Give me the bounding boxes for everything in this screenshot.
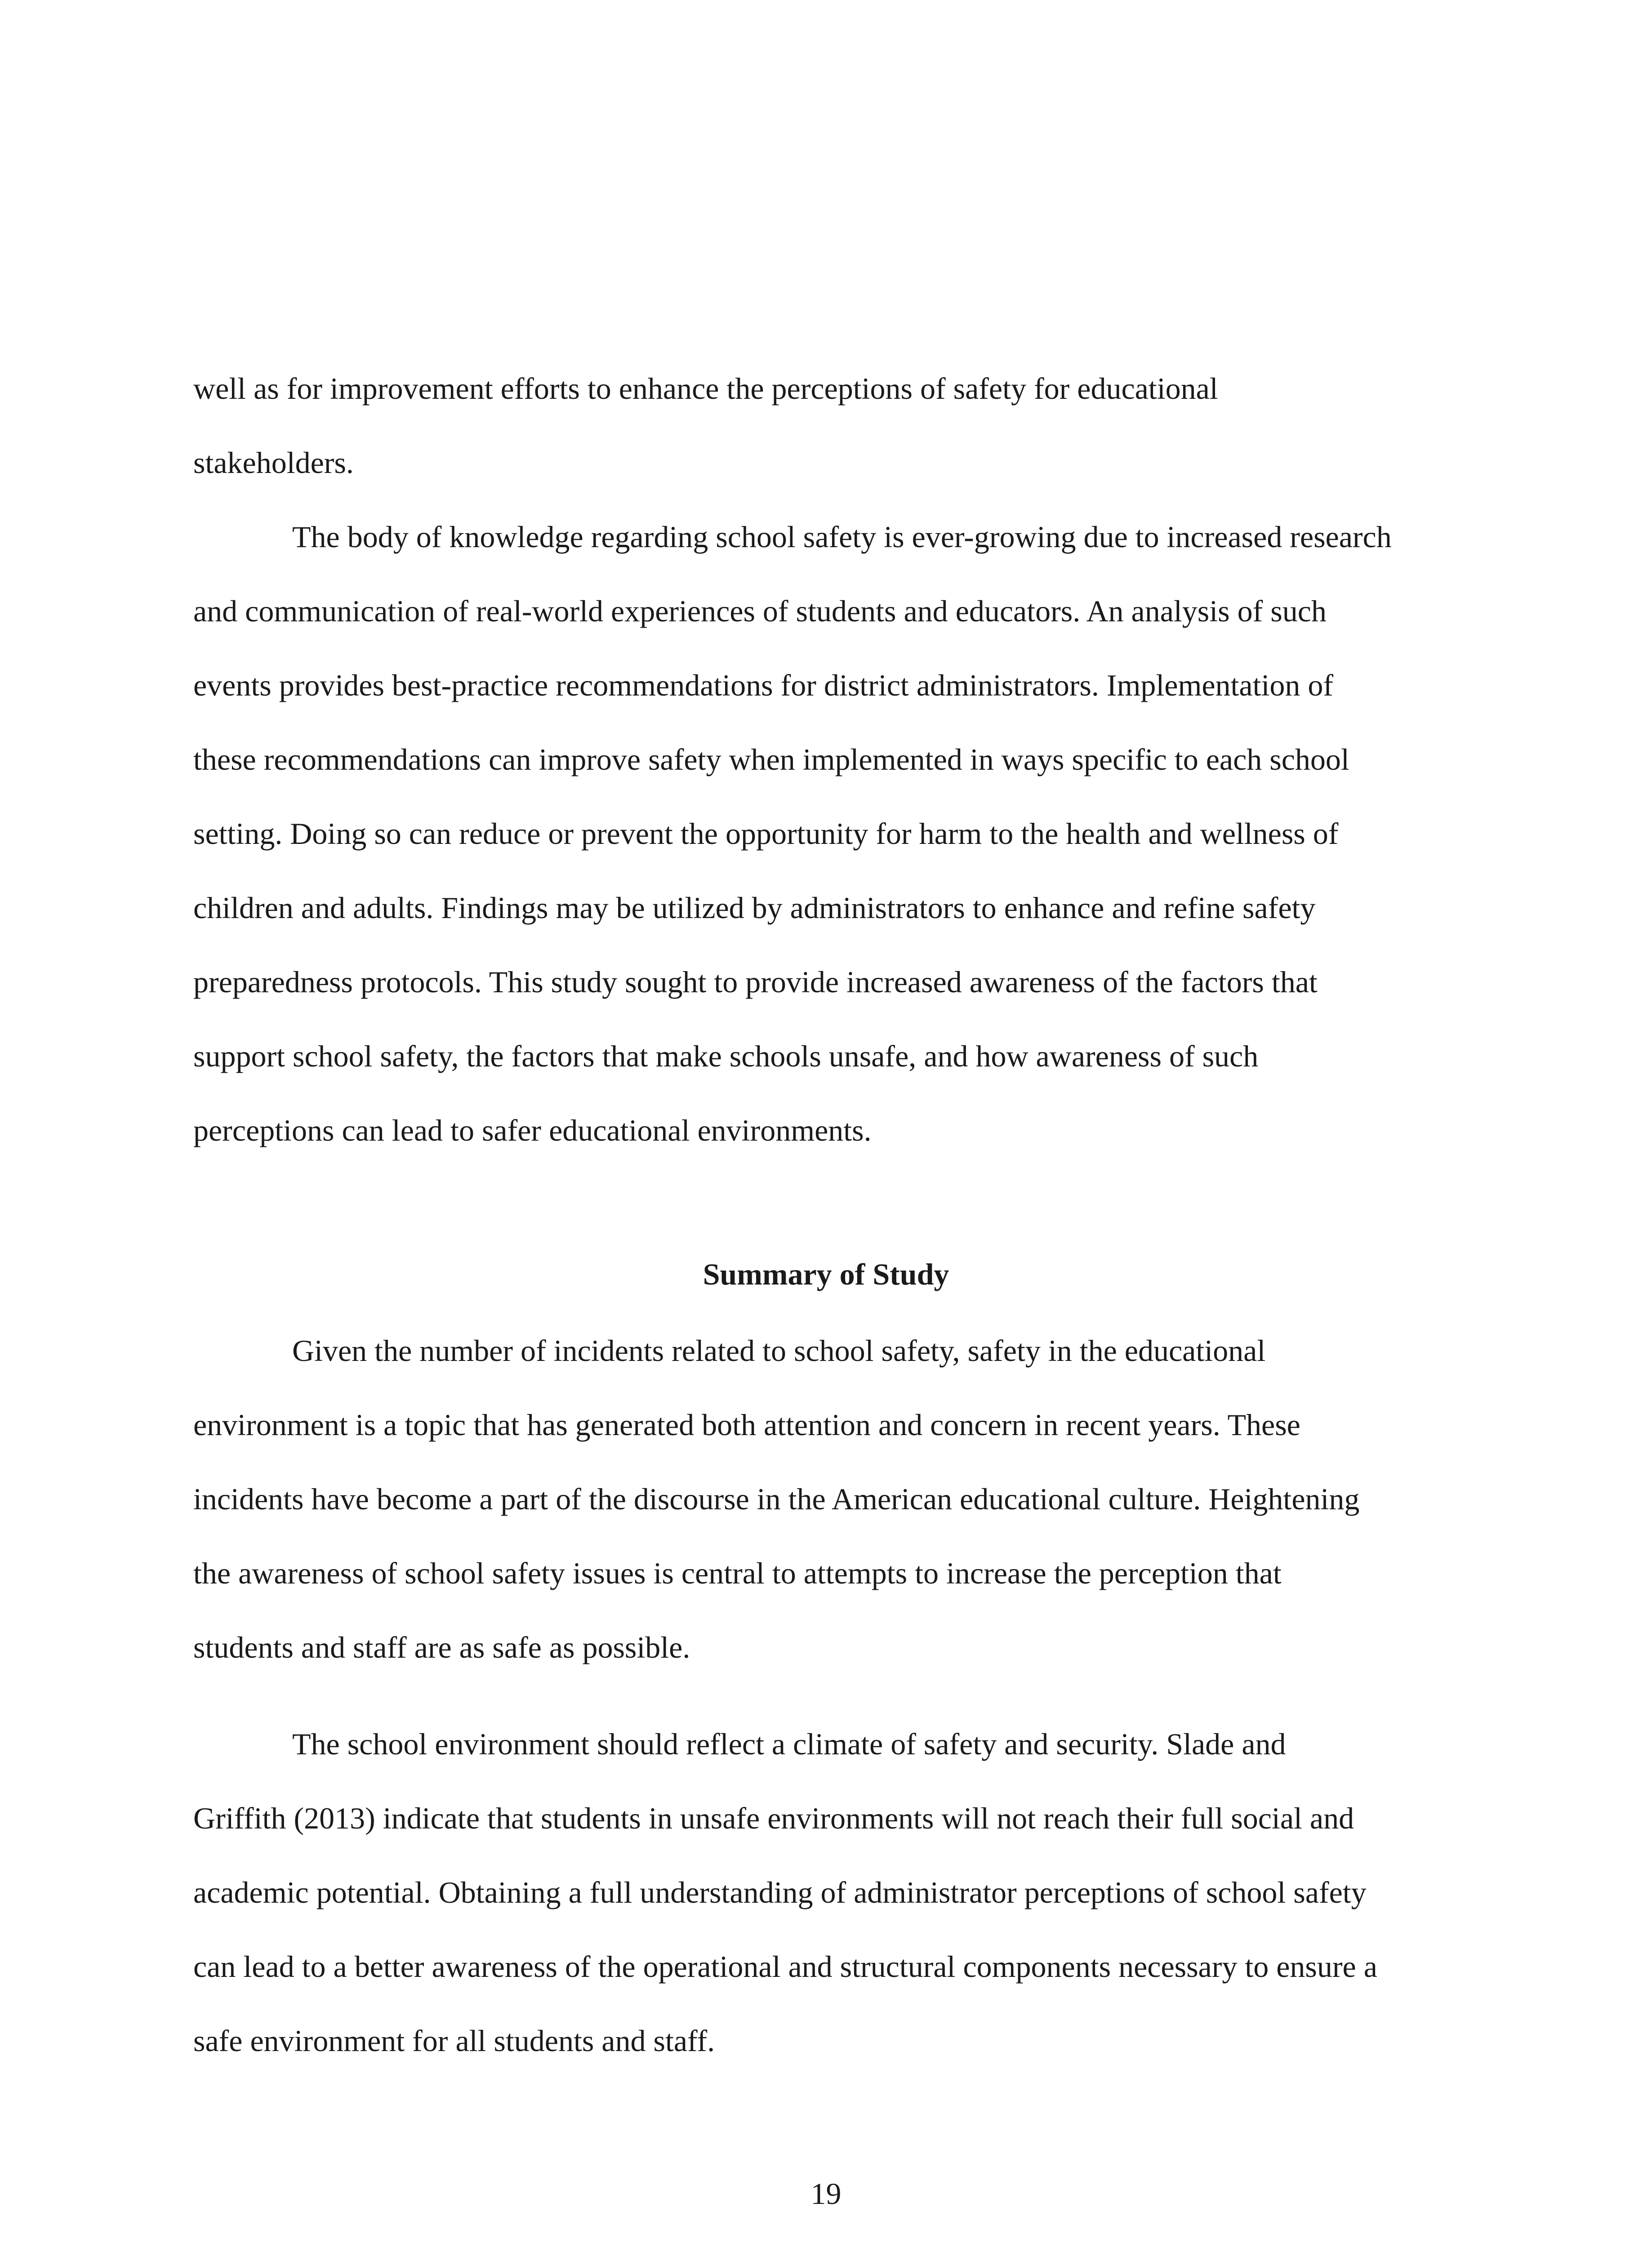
text-line: stakeholders.	[193, 446, 354, 480]
text-line: The school environment should reflect a climate of safety and security. Slade and	[292, 1727, 1286, 1761]
text-line: these recommendations can improve safety when implemented in ways specific to each school	[193, 742, 1349, 776]
text-line: and communication of real-world experiences of students and educators. An analysis of such	[193, 594, 1327, 628]
text-line: environment is a topic that has generated both attention and concern in recent years. These	[193, 1408, 1300, 1442]
text-line: setting. Doing so can reduce or prevent the opportunity for harm to the health and wellness of	[193, 816, 1339, 851]
text-line: preparedness protocols. This study sought to provide increased awareness of the factors that	[193, 965, 1318, 999]
page-number: 19	[810, 2177, 842, 2211]
text-line: safe environment for all students and staff.	[193, 2024, 715, 2058]
text-line: well as for improvement efforts to enhance the perceptions of safety for educational	[193, 371, 1218, 406]
text-line: the awareness of school safety issues is central to attempts to increase the perception that	[193, 1556, 1282, 1590]
text-line: children and adults. Findings may be utilized by administrators to enhance and refine safety	[193, 891, 1316, 925]
text-line: students and staff are as safe as possible.	[193, 1630, 690, 1664]
text-line: events provides best-practice recommendations for district administrators. Implementation of	[193, 668, 1334, 702]
text-line: academic potential. Obtaining a full understanding of administrator perceptions of school safety	[193, 1875, 1367, 1909]
text-line: incidents have become a part of the discourse in the American educational culture. Heightening	[193, 1482, 1360, 1516]
text-line: Given the number of incidents related to school safety, safety in the educational	[292, 1334, 1266, 1368]
text-line: perceptions can lead to safer educational environments.	[193, 1113, 872, 1147]
text-line: support school safety, the factors that make schools unsafe, and how awareness of such	[193, 1039, 1259, 1073]
text-line: Griffith (2013) indicate that students in unsafe environments will not reach their full social and	[193, 1801, 1354, 1835]
text-line: can lead to a better awareness of the operational and structural components necessary to ensure a	[193, 1949, 1377, 1984]
text-line: The body of knowledge regarding school safety is ever-growing due to increased research	[292, 520, 1392, 554]
section-heading: Summary of Study	[703, 1257, 949, 1291]
